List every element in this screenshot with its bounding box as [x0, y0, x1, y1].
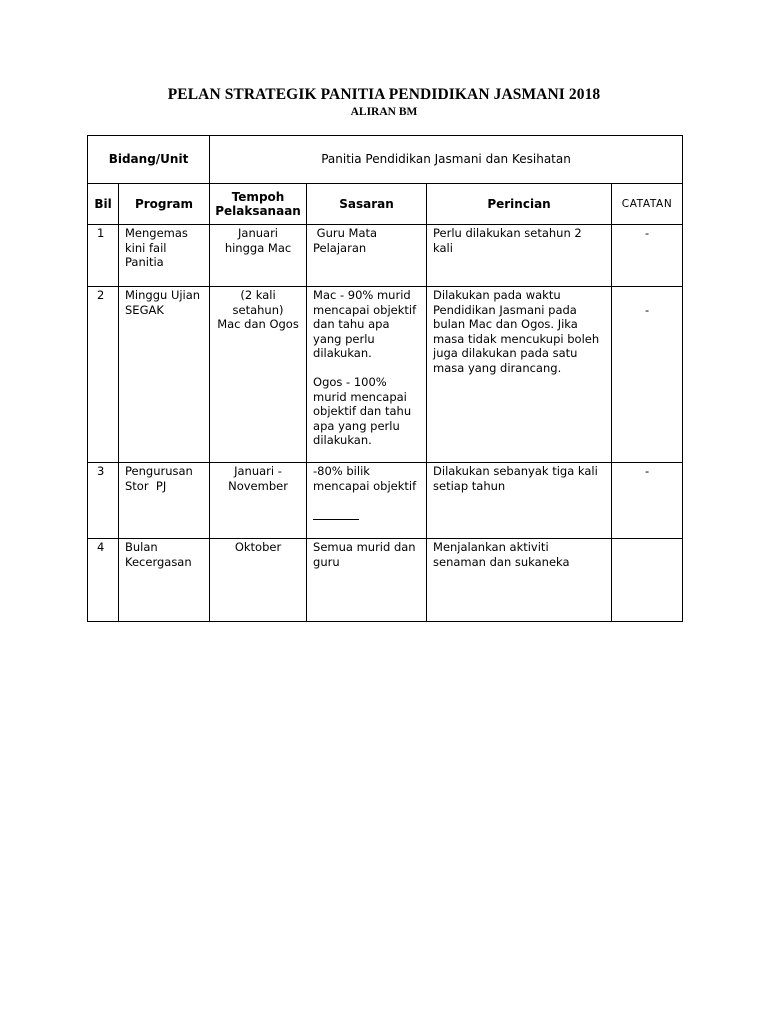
row-program: Bulan Kecergasan — [125, 540, 192, 569]
header-perincian: Perincian — [427, 184, 612, 225]
underline-mark — [313, 519, 359, 520]
document-subtitle: ALIRAN BM — [350, 106, 418, 118]
row-sasaran: Guru Mata Pelajaran — [313, 226, 381, 255]
row-program: Minggu Ujian SEGAK — [125, 288, 201, 317]
row-bil: 1 — [97, 226, 105, 240]
header-tempoh-line1: Tempoh — [231, 190, 285, 204]
row-catatan: - — [644, 464, 650, 478]
header-tempoh-line2: Pelaksanaan — [215, 204, 301, 218]
table-row — [88, 225, 683, 287]
row-catatan: - — [644, 303, 650, 317]
table-row — [88, 539, 683, 622]
table-row — [88, 463, 683, 539]
row-perincian: Dilakukan sebanyak tiga kali setiap tahun — [433, 464, 598, 493]
row-tempoh-line: November — [228, 478, 288, 493]
row-sasaran-part: Mac - 90% murid mencapai objektif dan tahu apa yang perlu dilakukan. — [313, 288, 417, 360]
row-sasaran-part: Ogos - 100% murid mencapai objektif dan tahu apa yang perlu dilakukan. — [313, 375, 412, 447]
header-tempoh — [210, 184, 307, 225]
table-row — [88, 287, 683, 463]
row-catatan: - — [644, 226, 650, 240]
row-tempoh-line: Januari — [238, 226, 279, 240]
row-sasaran-part: -80% bilik mencapai objektif — [313, 464, 417, 493]
column-header-row — [88, 184, 683, 225]
unit-label: Bidang/Unit — [88, 136, 210, 184]
row-perincian: Menjalankan aktiviti senaman dan sukaneka — [433, 540, 570, 569]
row-tempoh-line: Mac dan Ogos — [217, 317, 299, 331]
header-program: Program — [119, 184, 210, 225]
row-bil: 4 — [97, 540, 105, 554]
row-sasaran: Semua murid dan guru — [313, 540, 416, 569]
row-tempoh-line: setahun) — [232, 302, 284, 317]
document-title: PELAN STRATEGIK PANITIA PENDIDIKAN JASMANI 2018 — [167, 86, 601, 103]
row-tempoh-line: Oktober — [234, 540, 282, 554]
row-tempoh-line: hingga Mac — [224, 240, 292, 255]
row-tempoh-line: Januari - — [234, 464, 282, 478]
row-program: Mengemas kini fail Panitia — [125, 226, 188, 269]
unit-value: Panitia Pendidikan Jasmani dan Kesihatan — [210, 136, 683, 184]
header-sasaran: Sasaran — [307, 184, 427, 225]
unit-header-row — [88, 136, 683, 184]
row-program: Pengurusan Stor PJ — [125, 464, 197, 493]
header-catatan: CATATAN — [612, 184, 683, 225]
row-perincian: Perlu dilakukan setahun 2 kali — [433, 226, 582, 255]
row-bil: 2 — [97, 288, 105, 302]
strategic-plan-table — [87, 135, 683, 622]
row-tempoh-line: (2 kali — [240, 288, 276, 302]
row-catatan — [612, 539, 682, 540]
row-bil: 3 — [97, 464, 105, 478]
row-perincian: Dilakukan pada waktu Pendidikan Jasmani pada bulan Mac dan Ogos. Jika masa tidak mencukupi boleh juga dilakukan pada satu masa yang dirancang. — [433, 288, 600, 375]
header-bil: Bil — [88, 184, 119, 225]
